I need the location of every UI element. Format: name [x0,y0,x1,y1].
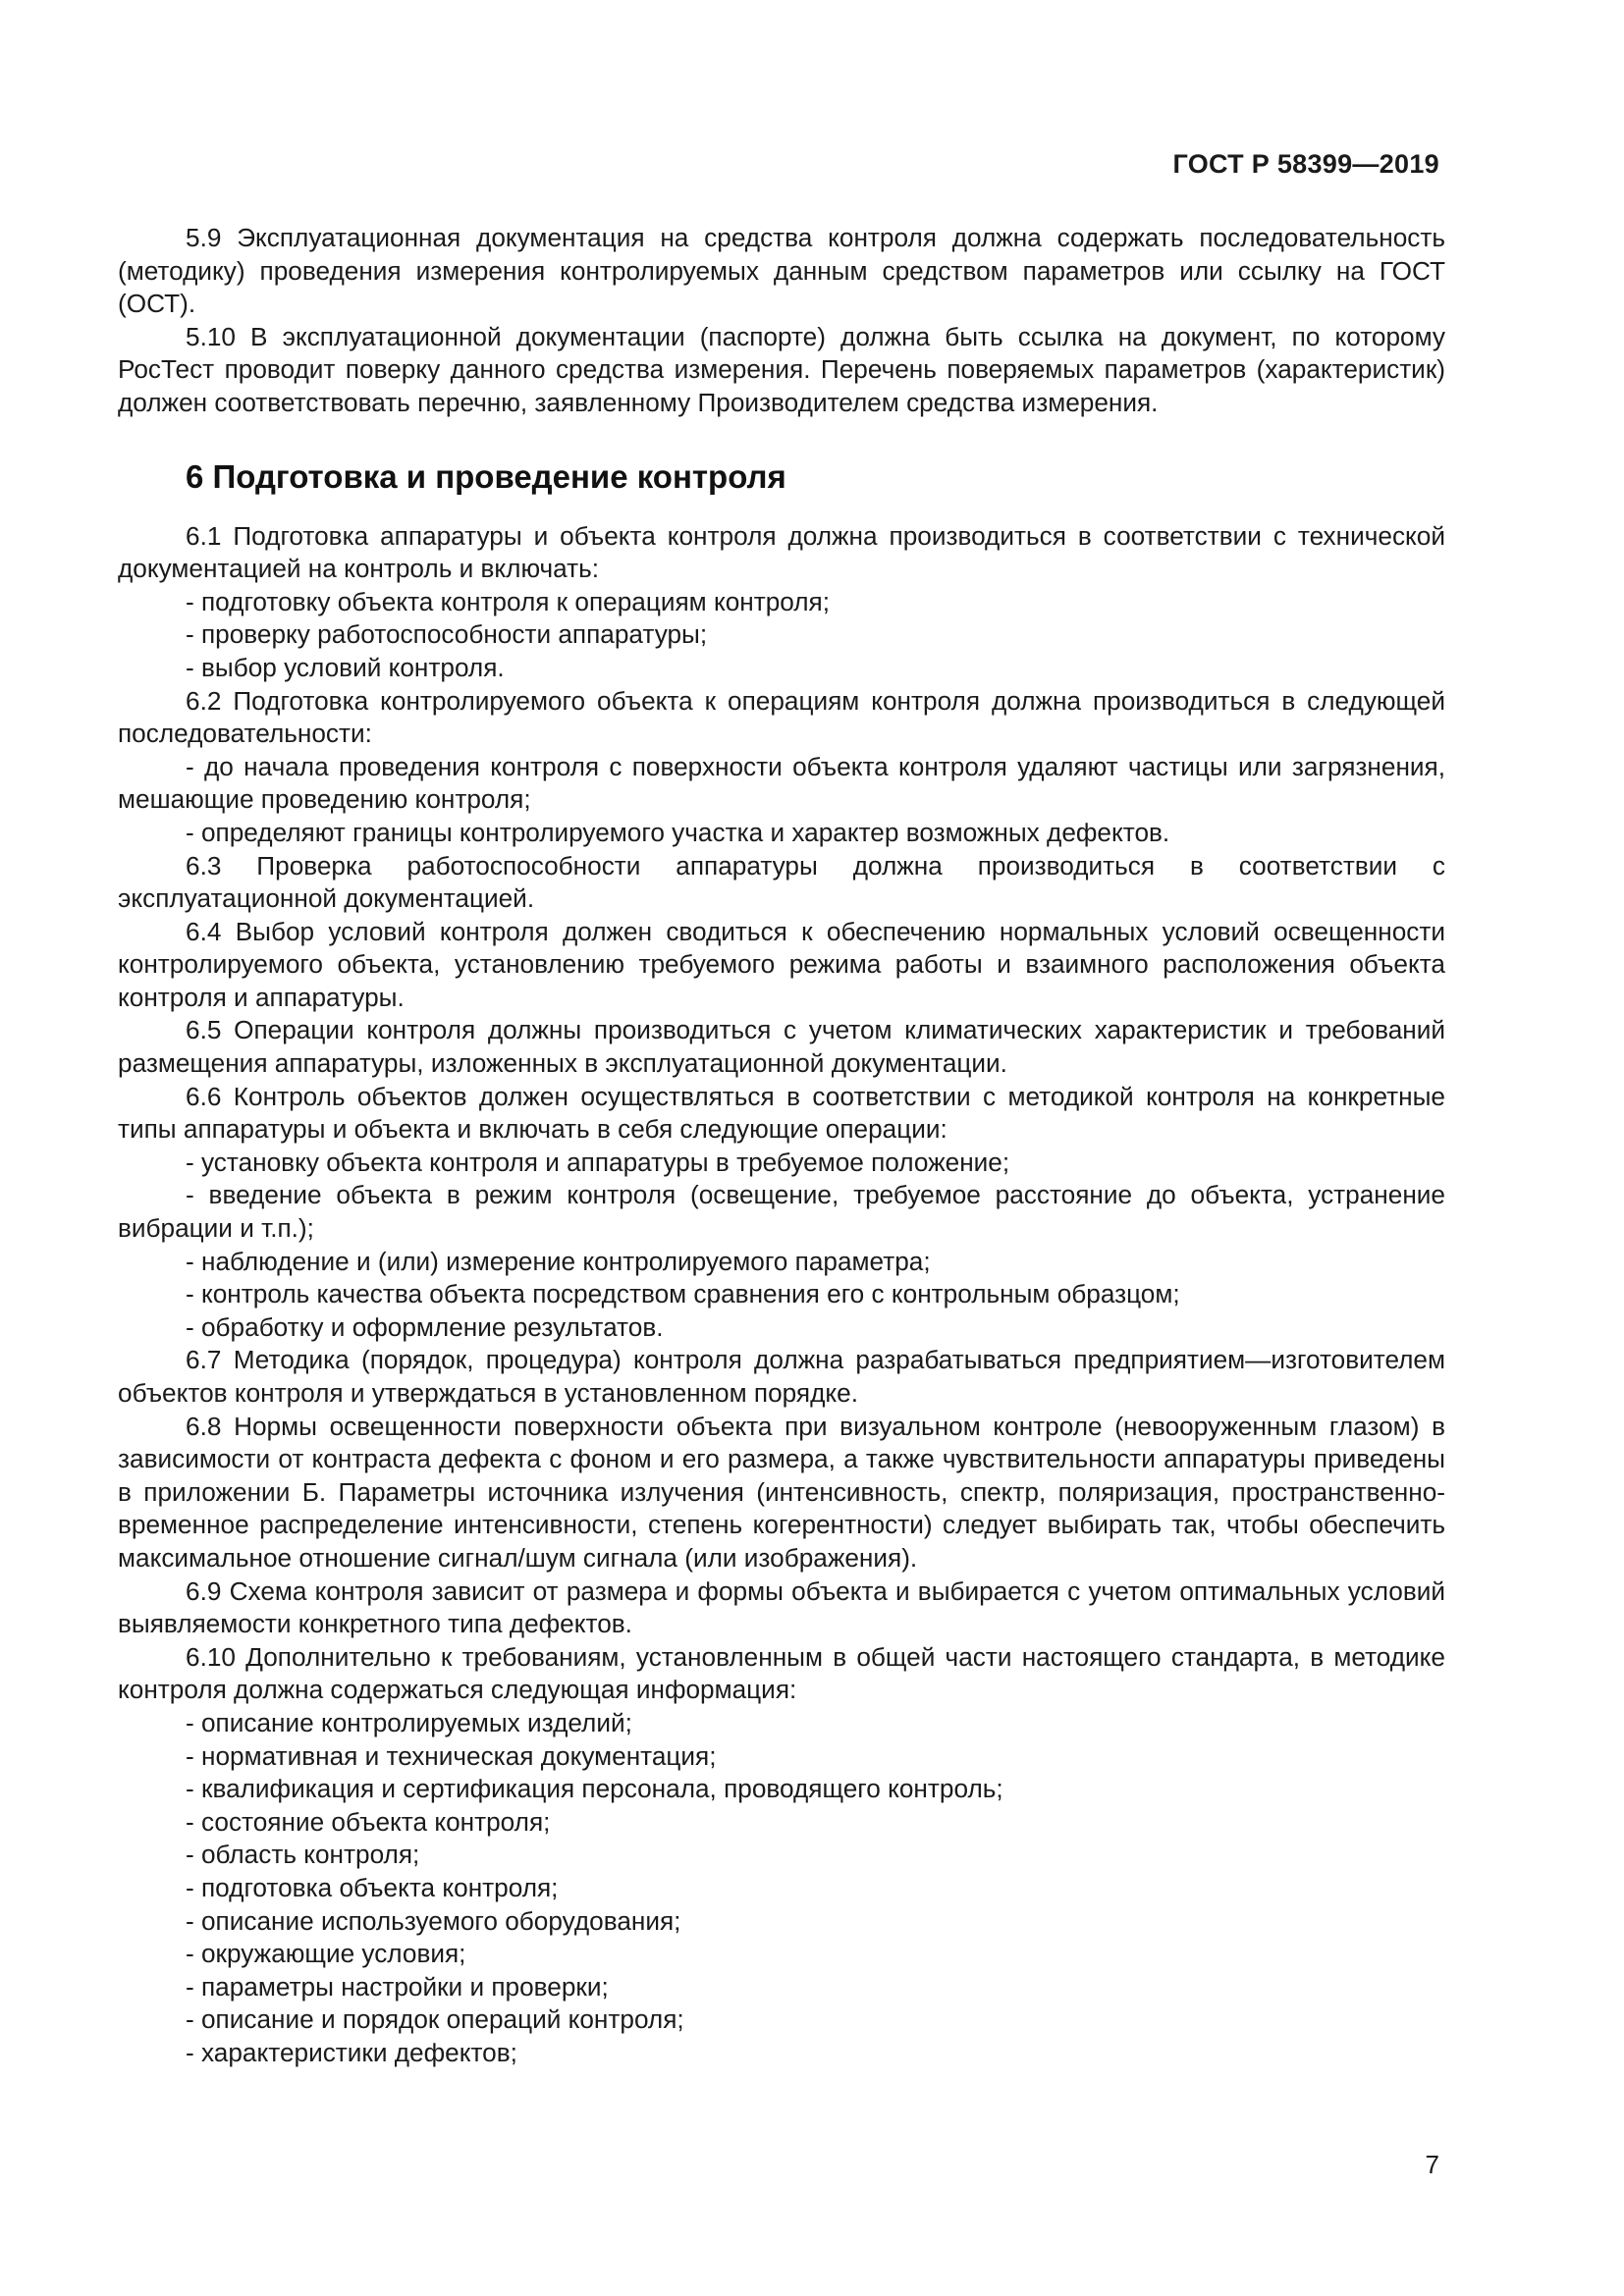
list-item: - описание контролируемых изделий; [186,1707,632,1737]
paragraph-6-2: 6.2 Подготовка контролируемого объекта к операциям контроля должна производиться в следующей последовательности: [118,685,1445,749]
list-item: - характеристики дефектов; [186,2037,517,2067]
list-item: - проверку работоспособности аппаратуры; [186,619,708,650]
section-6-heading: 6 Подготовка и проведение контроля [186,457,786,495]
paragraph-6-9: 6.9 Схема контроля зависит от размера и формы объекта и выбирается с учетом оптимальных условий выявляемости конкретного типа дефектов. [118,1575,1445,1639]
paragraph-6-4: 6.4 Выбор условий контроля должен сводиться к обеспечению нормальных условий освещенности контролируемого объекта, установлению требуемого режима работы и взаимного расположения объекта контроля и аппаратуры. [118,916,1445,1012]
list-item: - описание и порядок операций контроля; [186,2004,684,2035]
paragraph-6-8: 6.8 Нормы освещенности поверхности объекта при визуальном контроле (невооруженным глазом) в зависимости от контраста дефекта с фоном и его размера, а также чувствительности аппаратуры приведены в приложении Б. Параметры источника излучения (интенсивность, спектр, поляризация, пространственно-временное распределение интенсивности, степень когерентности) следует выбирать так, чтобы обеспечить максимальное отношение сигнал/шум сигнала (или изображения). [118,1411,1445,1573]
document-code: ГОСТ Р 58399—2019 [1172,149,1439,179]
list-item: - состояние объекта контроля; [186,1806,551,1837]
paragraph-6-1: 6.1 Подготовка аппаратуры и объекта контроля должна производиться в соответствии с технической документацией на контроль и включать: [118,520,1445,584]
list-item: - введение объекта в режим контроля (освещение, требуемое расстояние до объекта, устранение вибрации и т.п.); [118,1180,1445,1244]
list-item: - обработку и оформление результатов. [186,1311,664,1342]
list-item: - окружающие условия; [186,1939,466,1969]
paragraph-6-3: 6.3 Проверка работоспособности аппаратуры должна производиться в соответствии с эксплуатационной документацией. [118,850,1445,914]
list-item: - квалификация и сертификация персонала, проводящего контроль; [186,1774,1003,1804]
list-item: - параметры настройки и проверки; [186,1971,609,2002]
paragraph-6-6: 6.6 Контроль объектов должен осуществляться в соответствии с методикой контроля на конкретные типы аппаратуры и объекта и включать в себя следующие операции: [118,1081,1445,1145]
list-item: - подготовка объекта контроля; [186,1872,559,1902]
list-item: - определяют границы контролируемого участка и характер возможных дефектов. [186,817,1170,847]
paragraph-6-7: 6.7 Методика (порядок, процедура) контроля должна разрабатываться предприятием—изготовителем объектов контроля и утверждаться в установленном порядке. [118,1345,1445,1408]
list-item: - контроль качества объекта посредством сравнения его с контрольным образцом; [186,1279,1180,1309]
document-body [118,222,1445,2069]
list-item: - описание используемого оборудования; [186,1905,681,1936]
list-item: - выбор условий контроля. [186,652,505,682]
list-item: - установку объекта контроля и аппаратуры в требуемое положение; [186,1147,1010,1177]
list-item: - подготовку объекта контроля к операциям контроля; [186,586,831,616]
page-number: 7 [1425,2150,1439,2179]
paragraph-6-10: 6.10 Дополнительно к требованиям, установленным в общей части настоящего стандарта, в методике контроля должна содержаться следующая информация: [118,1641,1445,1705]
list-item: - область контроля; [186,1840,420,1870]
list-item: - до начала проведения контроля с поверхности объекта контроля удаляют частицы или загрязнения, мешающие проведению контроля; [118,751,1445,815]
list-item: - нормативная и техническая документация; [186,1740,717,1771]
paragraph-6-5: 6.5 Операции контроля должны производиться с учетом климатических характеристик и требований размещения аппаратуры, изложенных в эксплуатационной документации. [118,1015,1445,1079]
list-item: - наблюдение и (или) измерение контролируемого параметра; [186,1246,931,1276]
paragraph-5-10: 5.10 В эксплуатационной документации (паспорте) должна быть ссылка на документ, по которому РосТест проводит поверку данного средства измерения. Перечень поверяемых параметров (характеристик) должен соответствовать перечню, заявленному Производителем средства измерения. [118,321,1445,417]
paragraph-5-9: 5.9 Эксплуатационная документация на средства контроля должна содержать последовательность (методику) проведения измерения контролируемых данным средством параметров или ссылку на ГОСТ (ОСТ). [118,223,1445,319]
